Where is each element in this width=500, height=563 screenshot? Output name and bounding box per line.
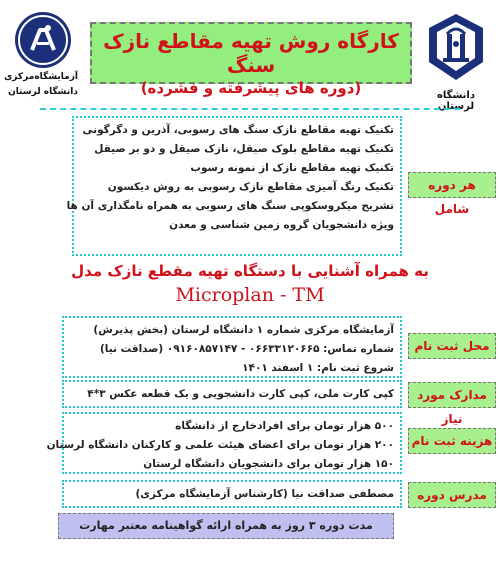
course-duration-bar: مدت دوره ۳ روز به همراه ارائه گواهینامه معتبر مهارت (58, 513, 394, 539)
university-logo (420, 10, 492, 112)
course-item: تکنیک تهیه مقاطع نازک از نمونه رسوب (190, 162, 394, 174)
registration-line: آزمایشگاه مرکزی شماره ۱ دانشگاه لرستان (بخش پذیرش) (93, 324, 394, 336)
fee-line: ۲۰۰ هزار تومان برای اعضای هیئت علمی و کارکنان دانشگاه لرستان (46, 439, 394, 451)
title-box (90, 22, 412, 97)
course-item: تکنیک رنگ آمیزی مقاطع نازک رسوبی به روش دیکسون (107, 181, 394, 193)
course-contents-box (66, 116, 402, 256)
registration-phone: شماره تماس: ۰۶۶۳۳۱۲۰۶۶۵ - ۰۹۱۶۰۸۵۷۱۴۷ (صداقت نیا) (99, 343, 394, 355)
page-title: کارگاه روش تهیه مقاطع نازک سنگ (103, 29, 399, 77)
course-item: تکنیک تهیه مقاطع بلوک صیقل، نازک صیقل و دو بر صیقل (94, 143, 394, 155)
documents-label: مدارک مورد نیاز (408, 382, 496, 408)
documents-line: کپی کارت ملی، کپی کارت دانشجویی و یک قطعه عکس ۳*۴ (87, 388, 394, 400)
device-model: Microplan - TM (175, 284, 325, 306)
central-lab-logo (4, 12, 78, 108)
device-intro: به همراه آشنایی با دستگاه تهیه مقطع نازک مدل (71, 262, 429, 280)
central-lab-name: آزمایشگاه‌مرکزی (4, 72, 78, 82)
university-name: دانشگاه لرستان (437, 90, 475, 112)
course-item: تشریح میکروسکوپی سنگ های رسوبی به همراه نامگذاری آن ها (66, 200, 394, 212)
fee-line: ۱۵۰ هزار تومان برای دانشجویان دانشگاه لرستان (143, 458, 394, 470)
university-emblem-icon (423, 10, 489, 84)
course-contents-label: هر دوره شامل (408, 172, 496, 198)
registration-box (62, 316, 402, 378)
central-lab-emblem-icon (15, 12, 71, 68)
fees-box (46, 412, 402, 474)
instructor-label: مدرس دوره (408, 482, 496, 508)
central-lab-university: دانشگاه لرستان (8, 87, 78, 97)
fees-label: هزینه ثبت نام (408, 428, 496, 454)
instructor-box (62, 480, 402, 508)
documents-box (62, 380, 402, 408)
registration-label: محل ثبت نام (408, 333, 496, 359)
course-item: تکنیک تهیه مقاطع نازک سنگ های رسوبی، آذرین و دگرگونی (82, 124, 394, 136)
fee-line: ۵۰۰ هزار تومان برای افرادخارج از دانشگاه (175, 420, 394, 432)
course-item: ویژه دانشجویان گروه زمین شناسی و معدن (169, 219, 394, 231)
instructor-name: مصطفی صداقت نیا (کارشناس آزمایشگاه مرکزی) (135, 488, 394, 500)
registration-start: شروع ثبت نام: ۱ اسفند ۱۴۰۱ (242, 362, 394, 374)
header-divider (40, 108, 460, 110)
page-subtitle: (دوره های پیشرفته و فشرده) (140, 79, 362, 97)
